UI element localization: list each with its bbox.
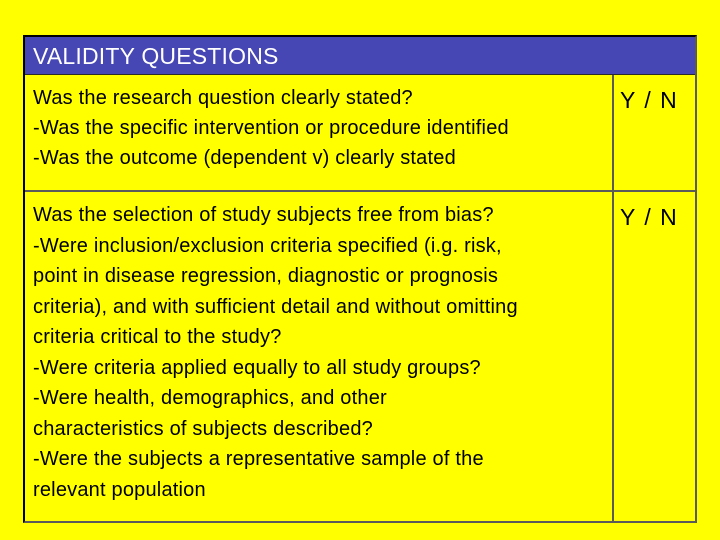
question-line: relevant population: [33, 478, 206, 501]
question-line: -Were inclusion/exclusion criteria specified (i.g. risk,: [33, 234, 502, 257]
question-cell: [33, 83, 608, 173]
question-line: criteria), and with sufficient detail and without omitting: [33, 295, 518, 318]
answer-cell: Y / N: [620, 87, 679, 113]
answer-cell: Y / N: [620, 204, 679, 230]
question-line: -Were the subjects a representative sample of the: [33, 448, 484, 470]
column-divider: [612, 75, 614, 521]
question-line: Was the selection of study subjects free from bias?: [33, 204, 494, 226]
question-cell: [33, 200, 608, 505]
question-line: -Were health, demographics, and other: [33, 387, 387, 409]
question-line: point in disease regression, diagnostic or prognosis: [33, 265, 499, 287]
question-line: criteria critical to the study?: [33, 326, 282, 348]
table-row: [25, 75, 695, 192]
table-header: [25, 37, 695, 75]
question-line: -Was the outcome (dependent v) clearly stated: [33, 147, 456, 169]
question-line: characteristics of subjects described?: [33, 417, 373, 440]
question-line: Was the research question clearly stated?: [33, 87, 413, 109]
validity-questions-table: [23, 35, 697, 523]
table-title: VALIDITY QUESTIONS: [33, 43, 279, 69]
question-line: -Were criteria applied equally to all study groups?: [33, 356, 481, 379]
table-row: [25, 192, 695, 521]
question-line: -Was the specific intervention or procedure identified: [33, 117, 509, 139]
